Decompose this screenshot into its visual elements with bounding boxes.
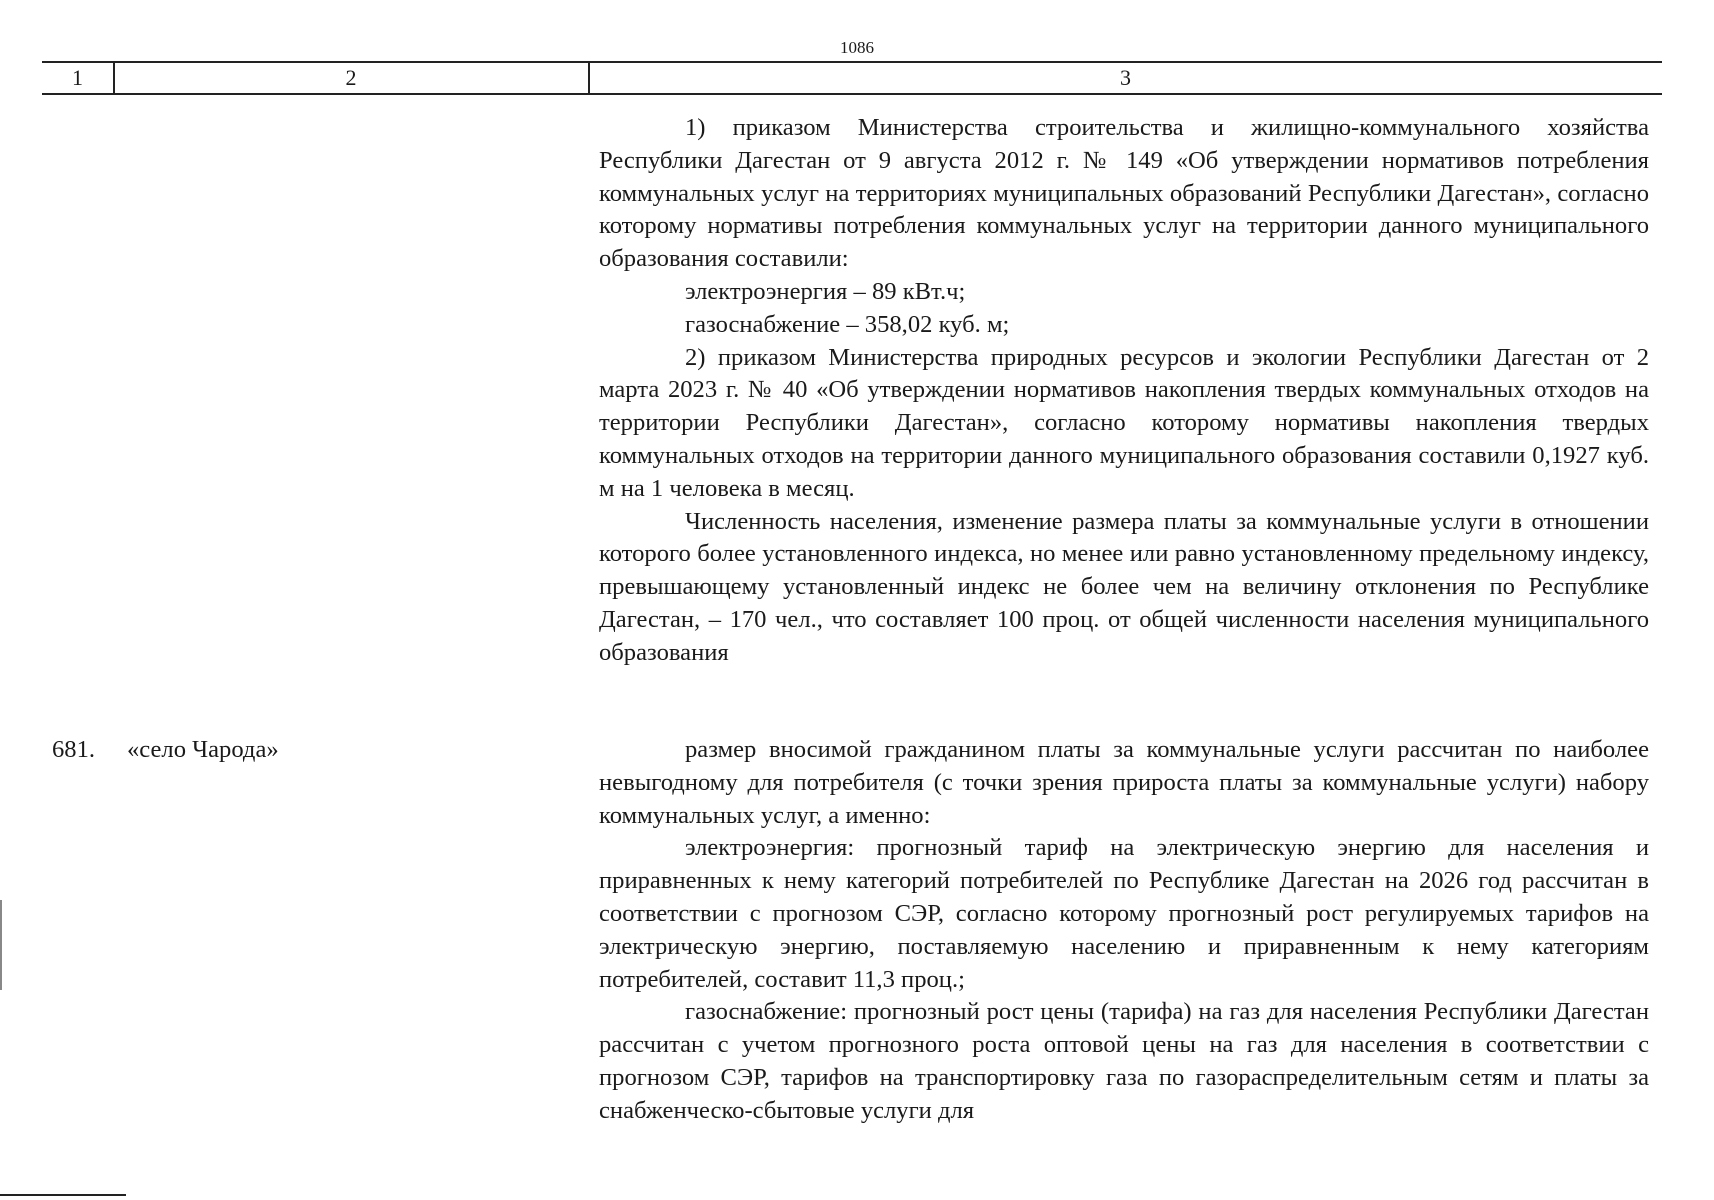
paragraph-order-construction: 1) приказом Министерства строительства и жилищно-коммунального хозяйства Республики Дагестан от 9 августа 2012 г. № 149 «Об утверждении нормативов потребления коммунальных услуг на территориях муниципальных образований Республики Дагестан», согласно которому нормативы потребления коммунальных услуг на территории данного муниципального образования составили: <box>599 114 1649 273</box>
paragraph-payment-size: размер вносимой гражданином платы за коммунальные услуги рассчитан по наиболее невыгодному для потребителя (с точки зрения прироста платы за коммунальные услуги) набору коммунальных услуг, а именно: <box>599 736 1649 829</box>
table-header-bottom-rule <box>42 93 1662 95</box>
norm-electricity: электроэнергия – 89 кВт.ч; <box>685 277 966 305</box>
paragraph-order-ecology: 2) приказом Министерства природных ресурсов и экологии Республики Дагестан от 2 марта 2023 г. № 40 «Об утверждении нормативов накопления твердых коммунальных отходов на территории Республики Дагестан», согласно которому нормативы накопления твердых коммунальных отходов на территории данного муниципального образования составили 0,1927 куб. м на 1 человека в месяц. <box>599 343 1649 502</box>
column-header-1: 1 <box>72 65 83 90</box>
paragraph-gas-supply: газоснабжение: прогнозный рост цены (тарифа) на газ для населения Республики Дагестан рассчитан с учетом прогнозного роста оптовой цены на газ для населения в соответствии с прогнозом СЭР, тарифов на транспортировку газа по газораспределительным сетям и платы за снабженческо-сбытовые услуги для <box>599 998 1649 1124</box>
row-number: 681. <box>52 736 96 763</box>
norm-gas: газоснабжение – 358,02 куб. м; <box>685 310 1010 338</box>
scan-edge-mark <box>0 1194 126 1196</box>
municipality-name: «село Чарода» <box>127 736 279 763</box>
scan-edge-line <box>0 900 2 990</box>
column-header-3: 3 <box>1120 65 1131 90</box>
column-header-2: 2 <box>345 65 357 90</box>
paragraph-population: Численность населения, изменение размера платы за коммунальные услуги в отношении которого более установленного индекса, но менее или равно установленному предельному индексу, превышающему установленный индекс не более чем на величину отклонения по Республике Дагестан, – 170 чел., что составляет 100 проц. от общей численности населения муниципального образования <box>599 507 1649 666</box>
paragraph-electricity-tariff: электроэнергия: прогнозный тариф на электрическую энергию для населения и приравненных к нему категорий потребителей по Республике Дагестан на 2026 год рассчитан в соответствии с прогнозом СЭР, согласно которому прогнозный рост регулируемых тарифов на электрическую энергию, поставляемую населению и приравненным к нему категориям потребителей, составит 11,3 проц.; <box>599 834 1649 993</box>
row-681-description <box>599 734 1649 1128</box>
page-number: 1086 <box>840 38 874 57</box>
row-681-label <box>52 734 572 767</box>
previous-row-continuation <box>599 112 1649 670</box>
